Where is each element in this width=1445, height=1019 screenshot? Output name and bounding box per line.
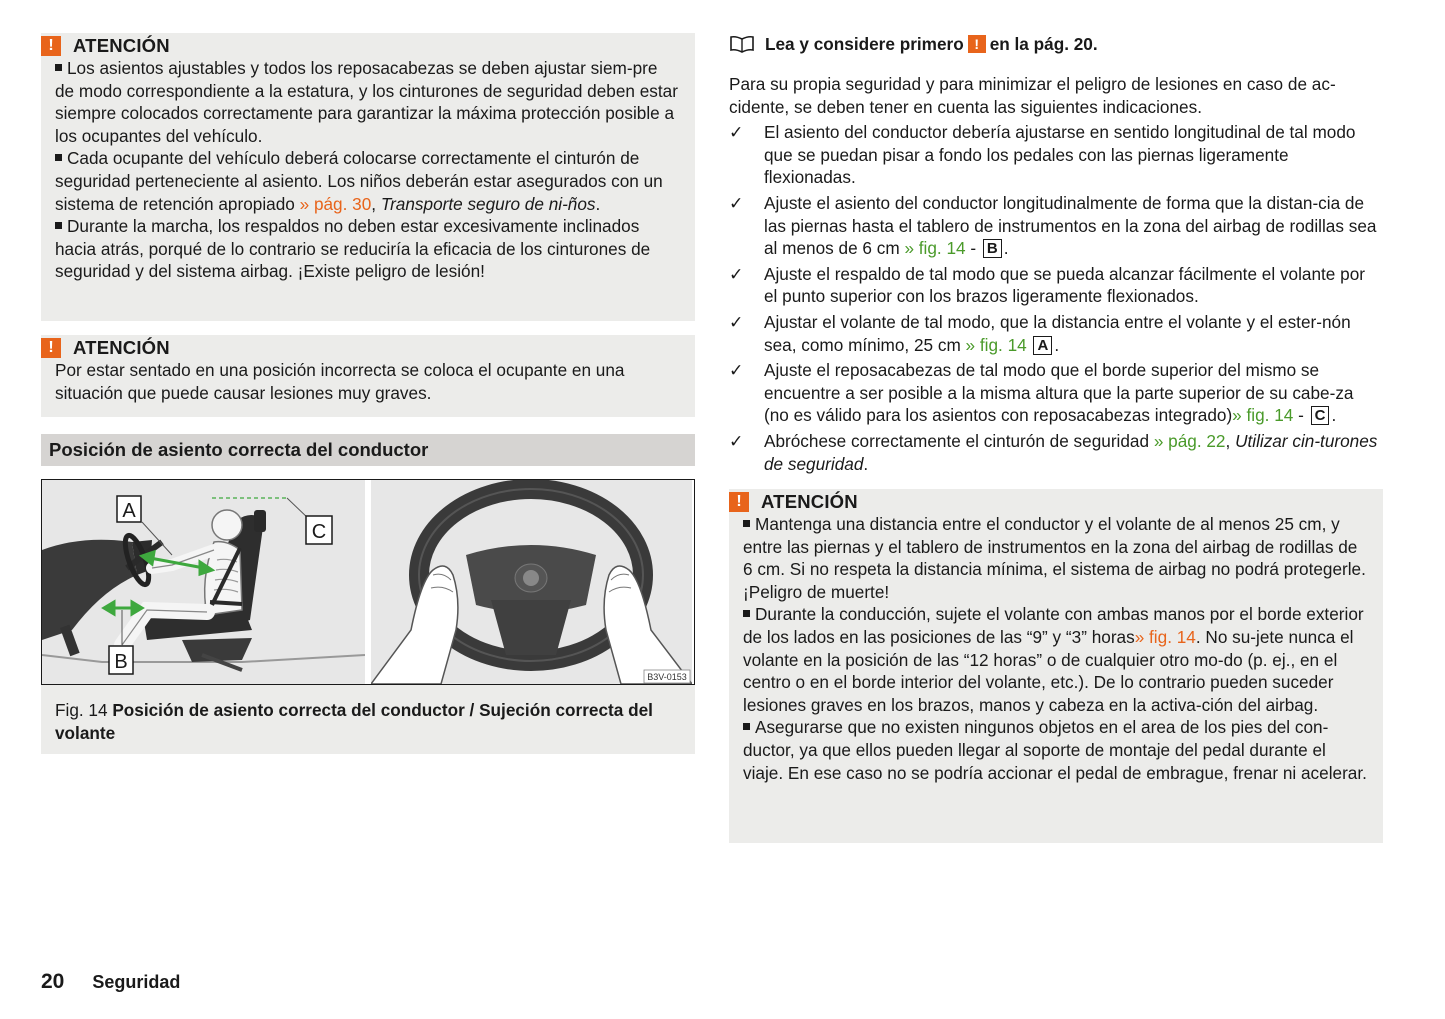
warning-header — [729, 491, 1369, 513]
checkmark-icon: ✓ — [729, 122, 744, 143]
reference-line — [729, 33, 1383, 55]
figure-14 — [41, 479, 695, 685]
figure-seat-panel — [42, 480, 365, 684]
figure-label-c-ref: C — [1311, 406, 1330, 425]
warning-icon: ! — [729, 492, 749, 512]
steering-wheel-illustration — [371, 480, 692, 684]
warning-item: Mantenga una distancia entre el conductor y el volante de al menos 25 cm, y entre las piernas y el tablero de instrumentos en la zona del airbag de rodillas de 6 cm. Si no respeta la distancia mínima, el sistema de airbag no podrá protegerle. ¡Peligro de muerte! — [743, 514, 1366, 602]
intro-paragraph: Para su propia seguridad y para minimizar el peligro de lesiones en caso de ac-cidente, se deben tener en cuenta las siguientes indicaciones. — [729, 74, 1336, 117]
bullet-square-icon — [55, 222, 62, 229]
checkmark-icon: ✓ — [729, 263, 744, 284]
warning-header — [41, 35, 681, 57]
page-footer — [41, 970, 180, 994]
warning-item: Asegurarse que no existen ningunos objetos en el area de los pies del con-ductor, ya que ellos pueden llegar al soporte de montaje del pedal durante el viaje. En ese caso no se podría accionar el pedal de embrague, frenar ni acelerar. — [743, 717, 1367, 783]
reference-text-pre: Lea y considere primero — [765, 33, 964, 54]
seat-position-illustration — [42, 480, 365, 684]
warning-item: Cada ocupante del vehículo deberá colocarse correctamente el cinturón de seguridad perteneciente al asiento. Los niños deberán estar asegurados con un sistema de retención apropiado » pág. 30, Transporte seguro de ni-ños. — [55, 148, 663, 214]
figure-link[interactable]: » fig. 14 — [904, 238, 966, 259]
page-link[interactable]: » pág. 22 — [1153, 430, 1226, 451]
section-title: Posición de asiento correcta del conductor — [41, 434, 695, 466]
warning-item: Durante la marcha, los respaldos no deben estar excesivamente inclinados hacia atrás, porqué de lo contrario se reduciría la eficacia de los cinturones de seguridad y del sistema airbag. ¡Existe peligro de lesión! — [55, 216, 651, 282]
list-item: ✓ Ajuste el reposacabezas de tal modo que el borde superior del mismo se encuentre a ser posible a la misma altura que la parte superior de su cabe-za (no es válido para los asientos con reposacabezas integrado)» fig. 14 - C . — [729, 360, 1354, 426]
figure-code: B3V-0153 — [647, 672, 687, 682]
checkmark-icon: ✓ — [729, 430, 744, 451]
warning-title: ATENCIÓN — [761, 491, 858, 513]
warning-title: ATENCIÓN — [73, 337, 170, 358]
page-link[interactable]: » pág. 30 — [299, 193, 372, 214]
figure-steering-panel — [371, 480, 692, 684]
bullet-square-icon — [743, 610, 750, 617]
warning-icon: ! — [968, 35, 986, 53]
figure-label-b-ref: B — [983, 239, 1002, 258]
bullet-square-icon — [55, 154, 62, 161]
warning-box-position — [41, 335, 695, 417]
warning-icon: ! — [41, 36, 61, 56]
figure-label-c: C — [311, 521, 327, 543]
book-icon — [729, 35, 755, 53]
figure-link[interactable]: » fig. 14 — [1134, 627, 1196, 648]
checklist — [729, 121, 1383, 475]
warning-text: Por estar sentado en una posición incorrecta se coloca el ocupante en una situación que puede causar lesiones muy graves. — [55, 360, 625, 403]
reference-text-post: en la pág. 20. — [989, 33, 1098, 54]
footer-section-title: Seguridad — [92, 972, 181, 992]
warning-item: Los asientos ajustables y todos los reposacabezas se deben ajustar siem-pre de modo correspondiente a la estatura, y los cinturones de seguridad deben estar siempre colocados correctamente para garantizar la máxima protección posible a los ocupantes del vehículo. — [55, 58, 678, 146]
page-number: 20 — [41, 970, 65, 993]
figure-label-b: B — [114, 651, 128, 673]
list-item: ✓ Ajustar el volante de tal modo, que la distancia entre el volante y el ester-nón sea, como mínimo, 25 cm » fig. 14 A . — [729, 311, 1351, 355]
warning-title: ATENCIÓN — [73, 35, 170, 56]
left-column — [41, 33, 695, 754]
figure-link[interactable]: » fig. 14 — [1232, 405, 1294, 426]
checkmark-icon: ✓ — [729, 192, 744, 213]
figure-label-a-ref: A — [1033, 336, 1052, 355]
warning-icon: ! — [41, 338, 61, 358]
warning-box-driving — [729, 489, 1383, 843]
list-item: ✓ Abróchese correctamente el cinturón de seguridad » pág. 22, Utilizar cin-turones de seguridad. — [729, 430, 1378, 474]
bullet-square-icon — [743, 520, 750, 527]
checkmark-icon: ✓ — [729, 360, 744, 381]
figure-label-a: A — [122, 500, 136, 522]
checkmark-icon: ✓ — [729, 311, 744, 332]
warning-box-seats — [41, 33, 695, 321]
right-column — [729, 33, 1383, 843]
warning-item: Durante la conducción, sujete el volante con ambas manos por el borde exterior de los lados en las posiciones de las “9” y “3” horas» fig. 14. No su-jete nunca el volante en la posición de las “12 horas” o de cualquier otro mo-do (p. ej., en el centro o en el borde interior del volante, etc.). De lo contrario pueden suceder lesiones graves en los brazos, manos y cabeza en la activa-ción del airbag. — [743, 604, 1364, 715]
list-item: ✓ Ajuste el respaldo de tal modo que se pueda alcanzar fácilmente el volante por el punto superior con los brazos ligeramente flexionados. — [729, 263, 1365, 307]
list-item: ✓ Ajuste el asiento del conductor longitudinalmente de forma que la distan-cia de las piernas hasta el tablero de instrumentos en la zona del airbag de rodillas sea al menos de 6 cm » fig. 14 - B . — [729, 192, 1377, 259]
warning-header — [41, 337, 681, 359]
bullet-square-icon — [743, 723, 750, 730]
figure-link[interactable]: » fig. 14 — [965, 334, 1027, 355]
list-item: ✓ El asiento del conductor debería ajustarse en sentido longitudinal de tal modo que se puedan pisar a fondo los pedales con las piernas ligeramente flexionadas. — [729, 122, 1356, 188]
bullet-square-icon — [55, 64, 62, 71]
figure-caption: Fig. 14 Posición de asiento correcta del conductor / Sujeción correcta del volante — [41, 685, 695, 754]
